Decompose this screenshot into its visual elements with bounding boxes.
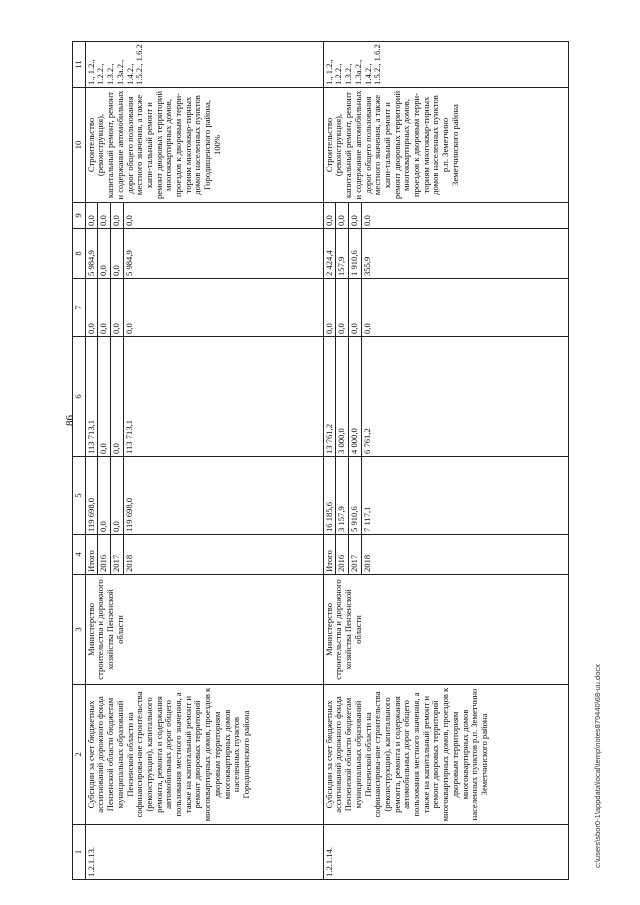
year-cell: 2017: [349, 535, 362, 574]
value-cell: 4 000,0: [349, 337, 362, 456]
row-code: 1.2.1.13.: [85, 825, 323, 880]
row-col5: [85, 457, 323, 535]
row-col8: [323, 229, 568, 279]
row-result: Строительство (реконструкция), капитальный ремонт, ремонт и содержание автомобильных дорог общего пользования местного значения, а также капи-тальный ремонт и ремонт дворовых территорий многоквартирных домов, проездов к дворовым терри-ториям многоквар-тирных домов населенных пунктов Городищенского района, 100%: [85, 88, 323, 203]
row-col7: [85, 279, 323, 337]
col-header: 5: [73, 457, 86, 535]
footer-file-path: c:\users\sbor0-1\appdata\local\temp\notes879440\68-uu.docx: [593, 664, 602, 868]
col-header: 6: [73, 337, 86, 457]
value-cell: 0,0: [324, 279, 337, 336]
row-col9: [323, 203, 568, 229]
row-years: [323, 535, 568, 575]
value-cell: 355,9: [361, 256, 372, 276]
row-indicators: 1., 1.2., 1.2.2., 1.3.2., 1.3а.2., 1.4.2., 1.5.2., 1.6.2: [85, 42, 323, 88]
column-number-row: [73, 42, 86, 880]
row-col6: [85, 337, 323, 457]
row-years: [85, 535, 323, 575]
row-executor: Министерство строительства и дорожного хозяйства Пензенской области: [85, 575, 323, 685]
value-cell: 0,0: [111, 229, 124, 278]
value-cell: 0,0: [86, 279, 99, 336]
value-cell: 113 713,1: [86, 337, 99, 456]
value-cell: 6 761,2: [361, 428, 372, 454]
year-cell: 2018: [361, 554, 372, 572]
value-cell: 5 984,9: [123, 250, 134, 276]
value-cell: 0,0: [111, 457, 124, 534]
col-header: 8: [73, 229, 86, 279]
value-cell: 3 000,0: [336, 337, 349, 456]
col-header: 4: [73, 535, 86, 575]
value-cell: 2 424,4: [324, 229, 337, 278]
row-col7: [323, 279, 568, 337]
col-header: 1: [73, 825, 86, 880]
value-cell: 157,9: [336, 229, 349, 278]
row-result: Строительство (реконструкция), капитальный ремонт, ремонт и содержание автомобильных дорог общего пользования местного значения, а также капи-тальный ремонт и ремонт дворовых территорий многоквартирных домов, проездов к дворовым терри-ториям многоквар-тирных домов населенных пунктов р.п. Земетчино Земетчинского района: [323, 88, 568, 203]
value-cell: 0,0: [98, 203, 111, 228]
value-cell: 119 698,0: [123, 497, 134, 532]
value-cell: 5 910,6: [349, 457, 362, 534]
value-cell: 0,0: [336, 203, 349, 228]
value-cell: 113 713,1: [123, 419, 134, 454]
value-cell: 0,0: [111, 203, 124, 228]
row-name: Субсидии за счет бюджетных ассигнований дорожного фонда Пензенской области бюджетам муниципальных образований Пензенской области на софинансирова-ние строительства (реконструкции), капитального ремонта, ремонта и содержания автомобильных дорог общего пользования местного значения, а также на капитальный ремонт и ремонт дворовых территорий многоквартирных домов, проездов к дворовым территориям многоквартирных домов населенных пунктов р.п. Земетчино Земетчинского района: [323, 685, 568, 825]
value-cell: 0,0: [361, 323, 372, 334]
value-cell: 0,0: [324, 203, 337, 228]
table-row: [85, 42, 323, 880]
value-cell: 13 761,2: [324, 337, 337, 456]
page-number: 86: [64, 415, 76, 426]
value-cell: 0,0: [349, 203, 362, 228]
value-cell: 0,0: [98, 457, 111, 534]
col-header: 10: [73, 88, 86, 203]
program-table: [72, 41, 569, 880]
value-cell: 1 910,6: [349, 229, 362, 278]
value-cell: 7 117,1: [361, 506, 372, 532]
value-cell: 0,0: [361, 215, 372, 226]
value-cell: 0,0: [336, 279, 349, 336]
row-col5: [323, 457, 568, 535]
col-header: 11: [73, 42, 86, 88]
col-header: 3: [73, 575, 86, 685]
value-cell: 0,0: [123, 215, 134, 226]
row-name: Субсидии за счет бюджетных ассигнований дорожного фонда Пензенской области бюджетам муниципальных образований Пензенской области на софинансирова-ние строительства (реконструкции), капитального ремонта, ремонта и содержания автомобильных дорог общего пользования местного значения, а также на капитальный ремонт и ремонт дворовых территорий многоквартирных домов, проездов к дворовым территориям многоквартирных домов населенных пунктов Городищенского района: [85, 685, 323, 825]
row-indicators: 1., 1.2., 1.2.2., 1.3.2., 1.3а.2., 1.4.2., 1.5.2., 1.6.2: [323, 42, 568, 88]
row-code: 1.2.1.14.: [323, 825, 568, 880]
col-header: 9: [73, 203, 86, 229]
year-cell: 2016: [336, 535, 349, 574]
value-cell: 0,0: [98, 337, 111, 456]
program-table-sheet: [72, 42, 602, 880]
value-cell: 0,0: [98, 279, 111, 336]
table-row: [323, 42, 568, 880]
value-cell: 0,0: [111, 279, 124, 336]
value-cell: 0,0: [123, 323, 134, 334]
value-cell: 0,0: [111, 337, 124, 456]
value-cell: 0,0: [86, 203, 99, 228]
col-header: 7: [73, 279, 86, 337]
value-cell: 5 984,9: [86, 229, 99, 278]
row-executor: Министерство строительства и дорожного хозяйства Пензенской области: [323, 575, 568, 685]
year-cell: 2018: [123, 554, 134, 572]
year-cell: Итого: [86, 535, 99, 574]
value-cell: 119 698,0: [86, 457, 99, 534]
year-cell: Итого: [324, 535, 337, 574]
row-col8: [85, 229, 323, 279]
col-header: 2: [73, 685, 86, 825]
year-cell: 2017: [111, 535, 124, 574]
row-col6: [323, 337, 568, 457]
value-cell: 0,0: [349, 279, 362, 336]
value-cell: 0,0: [98, 229, 111, 278]
year-cell: 2016: [98, 535, 111, 574]
value-cell: 3 157,9: [336, 457, 349, 534]
row-col9: [85, 203, 323, 229]
value-cell: 16 185,6: [324, 457, 337, 534]
